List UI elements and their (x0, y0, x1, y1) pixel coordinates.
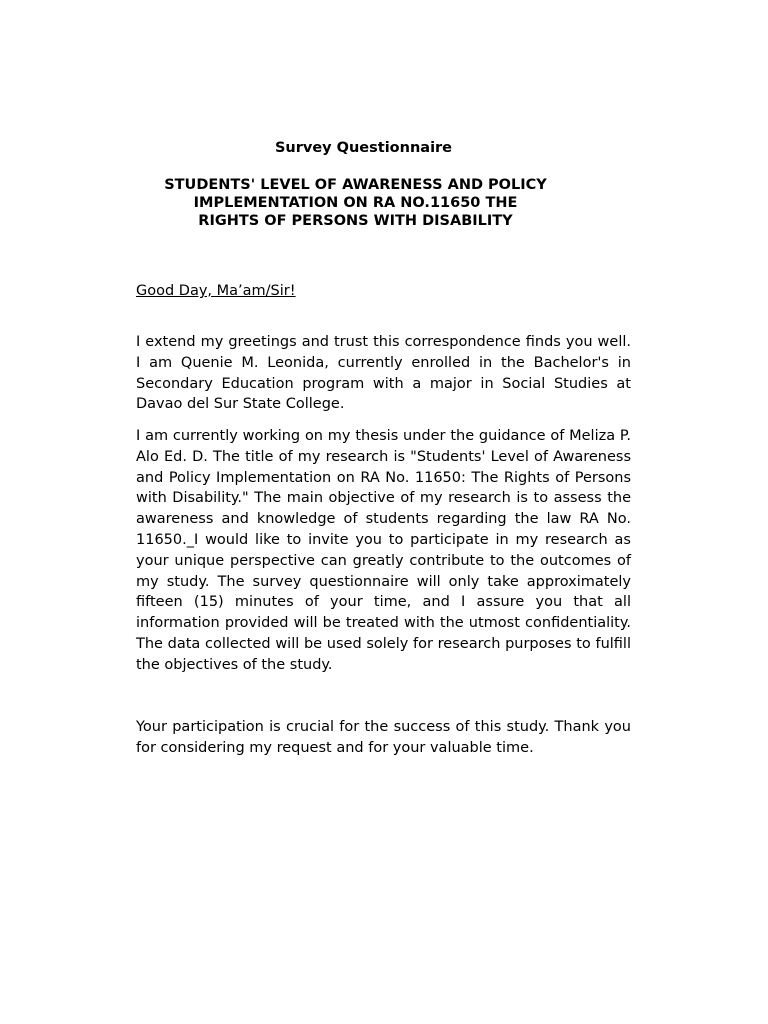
document-heading: Survey Questionnaire (274, 140, 453, 156)
study-title (0, 176, 711, 230)
paragraph-closing: Your participation is crucial for the success of this study. Thank you for considering my request and for your valuable time. (136, 719, 631, 756)
salutation: Good Day, Ma’am/Sir! (136, 283, 296, 299)
study-title-line-2: IMPLEMENTATION ON RA NO.11650 THE (193, 195, 518, 211)
paragraph-introduction: I extend my greetings and trust this correspondence finds you well. I am Quenie M. Leonida, currently enrolled in the Bachelor's in Secondary Education program with a major in Social Studies at Davao del Sur State College. (136, 334, 631, 413)
study-title-line-3: RIGHTS OF PERSONS WITH DISABILITY (198, 213, 513, 229)
paragraph-research-details: I am currently working on my thesis under the guidance of Meliza P. Alo Ed. D. The title of my research is "Students' Level of Awareness and Policy Implementation on RA No. 11650: The Rights of Persons with Disability." The main objective of my research is to assess the awareness and knowledge of students regarding the law RA No. 11650._I would like to invite you to participate in my research as your unique perspective can greatly contribute to the outcomes of my study. The survey questionnaire will only take approximately fifteen (15) minutes of your time, and I assure you that all information provided will be treated with the utmost confidentiality. The data collected will be used solely for research purposes to fulfill the objectives of the study. (136, 428, 631, 673)
study-title-line-1: STUDENTS' LEVEL OF AWARENESS AND POLICY (164, 177, 547, 193)
